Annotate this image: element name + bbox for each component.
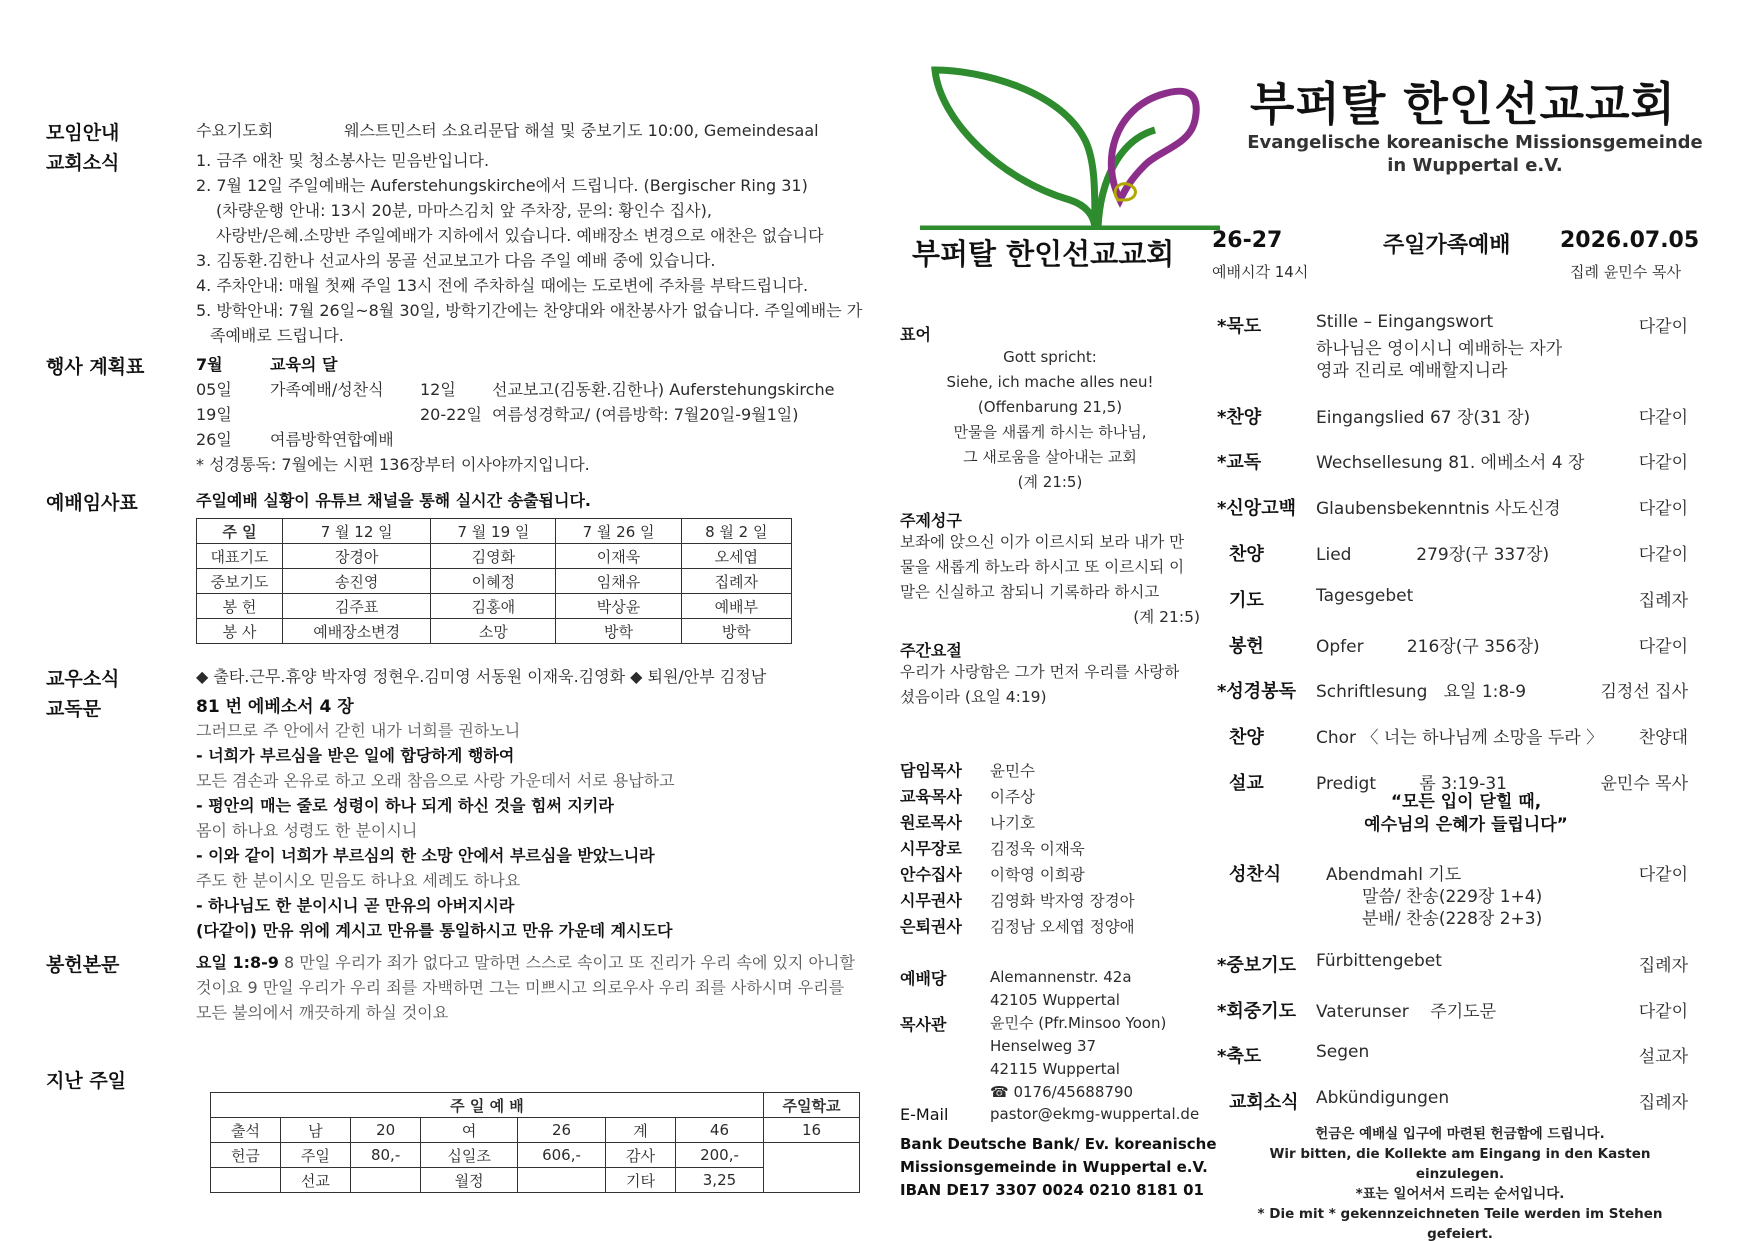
table-cell: 8 월 2 일 [681, 519, 791, 544]
table-cell: 장경아 [283, 544, 431, 569]
news-line: 사랑반/은혜.소망반 주일예배가 지하에서 있습니다. 예배장소 변경으로 애찬은 없습니다 [216, 226, 824, 245]
reading-line: (다같이) 만유 위에 계시고 만유를 통일하시고 만유 가운데 계시도다 [196, 921, 673, 940]
address-line: 42105 Wuppertal [990, 991, 1120, 1009]
subtitle-line: Evangelische koreanische Missionsgemeinde [1247, 132, 1703, 153]
order-desc: Predigt 롬 3:19-31 [1316, 774, 1507, 794]
reading-line: 주도 한 분이시오 믿음도 하나요 세례도 하나요 [196, 871, 521, 890]
reading-line: 모든 겸손과 온유로 하고 오래 참음으로 사랑 가운데서 서로 용납하고 [196, 771, 675, 790]
order-who: 찬양대 [1638, 728, 1688, 748]
duty-table [196, 518, 792, 644]
order-who: 김정선 집사 [1600, 682, 1688, 702]
table-row [197, 544, 792, 569]
reading-lines [196, 718, 675, 943]
table-cell: 김주표 [283, 594, 431, 619]
order-desc: Wechsellesung 81. 에베소서 4 장 [1316, 453, 1585, 473]
order-desc: Stille – Eingangswort [1316, 312, 1494, 332]
table-cell: 7 월 26 일 [556, 519, 681, 544]
table-row [197, 569, 792, 594]
order-who: 다같이 [1638, 408, 1688, 428]
staff-names: 김정남 오세엽 정양애 [990, 918, 1135, 936]
reading-line: - 평안의 매는 줄로 성령이 하나 되게 하신 것을 힘써 지키라 [196, 796, 614, 815]
order-who: 집례자 [1638, 1093, 1688, 1113]
motto-line: Gott spricht: [1003, 348, 1097, 366]
members-text: ◆ 출타.근무.휴양 박자영 정현우.김미영 서동원 이재욱.김영화 ◆ 퇴원/안부 김정남 [196, 667, 767, 686]
meeting-detail: 웨스트민스터 소요리문답 해설 및 중보기도 10:00, Gemeindesaal [344, 121, 819, 140]
address-line: 윤민수 (Pfr.Minsoo Yoon) [990, 1014, 1167, 1032]
weekly-verse [900, 660, 1200, 710]
offering-text-line: 모든 불의에서 깨끗하게 하실 것이요 [196, 1003, 449, 1022]
table-row [197, 594, 792, 619]
motto-lines [900, 345, 1200, 495]
offering-text-line: 8 만일 우리가 죄가 없다고 말하면 스스로 속이고 또 진리가 우리 속에 있지 아니할 [278, 953, 855, 972]
order-desc: Glaubensbekenntnis 사도신경 [1316, 499, 1561, 519]
motto-line: 만물을 새롭게 하시는 하나님, [953, 423, 1147, 441]
table-row [197, 519, 792, 544]
church-logo [920, 50, 1220, 230]
table-cell: 7 월 12 일 [283, 519, 431, 544]
table-cell: 예배부 [681, 594, 791, 619]
event-text: 선교보고(김동환.김한나) Auferstehungskirche [492, 380, 835, 399]
church-subtitle [1245, 131, 1705, 177]
table-cell: 출석 [211, 1118, 281, 1143]
footer-notes [1230, 1124, 1690, 1241]
duty-label: 예배임사표 [46, 492, 138, 514]
table-cell: 김홍애 [431, 594, 556, 619]
address-line: Alemannenstr. 42a [990, 968, 1132, 986]
table-cell: 십일조 [421, 1143, 518, 1168]
order-who: 집례자 [1638, 956, 1688, 976]
staff-role: 담임목사 [900, 761, 962, 780]
leaf-shape [935, 70, 1095, 230]
duty-notice: 주일예배 실황이 유튜브 채널을 통해 실시간 송출됩니다. [196, 491, 591, 510]
order-name: 교회소식 [1229, 1092, 1299, 1113]
events-theme: 교육의 달 [270, 355, 338, 374]
news-line: 5. 방학안내: 7월 26일~8월 30일, 방학기간에는 찬양대와 애찬봉사가 없습니다. 주일예배는 가 [196, 301, 863, 320]
service-date: 2026.07.05 [1560, 228, 1700, 253]
table-cell: 헌금 [211, 1143, 281, 1168]
news-line: 1. 금주 애찬 및 청소봉사는 믿음반입니다. [196, 151, 490, 170]
sermon-title-line: “모든 입이 닫힐 때, [1390, 792, 1542, 812]
events-note: * 성경통독: 7월에는 시편 136장부터 이사야까지입니다. [196, 455, 590, 474]
order-name: *교독 [1217, 452, 1262, 473]
order-name: *신앙고백 [1217, 498, 1296, 519]
table-cell: 80,- [350, 1143, 420, 1168]
order-who: 설교자 [1638, 1047, 1688, 1067]
order-desc: Fürbittengebet [1316, 951, 1442, 971]
news-label: 교회소식 [46, 152, 120, 174]
footer-line: 헌금은 예배실 입구에 마련된 헌금함에 드립니다. [1315, 1126, 1605, 1142]
order-who: 다같이 [1638, 453, 1688, 473]
bank-line: IBAN DE17 3307 0024 0210 8181 01 [900, 1181, 1204, 1199]
news-list [196, 148, 862, 348]
table-row [211, 1093, 860, 1118]
bank-line: Bank Deutsche Bank/ Ev. koreanische [900, 1135, 1217, 1153]
order-extra: 하나님은 영이시니 예배하는 자가 [1316, 339, 1563, 359]
order-who: 다같이 [1638, 499, 1688, 519]
officiant: 집례 윤민수 목사 [1570, 263, 1681, 281]
table-cell: 예배장소변경 [283, 619, 431, 644]
theme-verse [900, 530, 1200, 630]
events-label: 행사 계획표 [46, 356, 145, 378]
order-name: *찬양 [1217, 407, 1262, 428]
theme-line: 보좌에 앉으신 이가 이르시되 보라 내가 만 [900, 533, 1185, 551]
table-cell: 7 월 19 일 [431, 519, 556, 544]
order-desc: Lied 279장(구 337장) [1316, 545, 1550, 565]
motto-label: 표어 [900, 325, 931, 344]
theme-ref: (계 21:5) [1133, 608, 1200, 626]
table-cell: 계 [606, 1118, 676, 1143]
table-cell [350, 1168, 420, 1193]
offering-text-label: 봉헌본문 [46, 954, 120, 976]
order-desc: Chor 〈 너는 하나님께 소망을 두라 〉 [1316, 728, 1604, 748]
table-cell: 집례자 [681, 569, 791, 594]
issue-number: 26-27 [1212, 228, 1283, 253]
reading-line: - 하나님도 한 분이시니 곧 만유의 아버지시라 [196, 896, 515, 915]
order-name: 봉헌 [1229, 636, 1264, 657]
table-cell [764, 1143, 860, 1193]
event-day: 19일 [196, 405, 232, 424]
order-name: 설교 [1229, 773, 1264, 794]
order-name: *묵도 [1217, 316, 1262, 337]
news-line: (차량운행 안내: 13시 20분, 마마스김치 앞 주차장, 문의: 황인수 집사), [216, 201, 712, 220]
stem-shape [1098, 130, 1155, 228]
order-name: *축도 [1217, 1046, 1262, 1067]
order-who: 윤민수 목사 [1600, 774, 1688, 794]
service-name: 주일가족예배 [1383, 233, 1511, 258]
event-text: 가족예배/성찬식 [270, 380, 384, 399]
order-desc: Segen [1316, 1042, 1370, 1062]
table-cell: 중보기도 [197, 569, 283, 594]
event-day: 26일 [196, 430, 232, 449]
table-cell: 기타 [606, 1168, 676, 1193]
staff-role: 시무장로 [900, 839, 962, 858]
staff-names: 윤민수 [990, 762, 1035, 780]
theme-verse-label: 주제성구 [900, 511, 962, 530]
manse-address [990, 1012, 1166, 1104]
staff-list [900, 758, 1135, 940]
service-time: 예배시각 14시 [1212, 263, 1309, 281]
table-cell: 대표기도 [197, 544, 283, 569]
staff-role: 시무권사 [900, 891, 962, 910]
offering-text-ref: 요일 1:8-9 [196, 953, 279, 972]
sermon-title [1316, 791, 1616, 837]
news-line: 족예배로 드립니다. [210, 326, 344, 345]
table-cell: 봉 사 [197, 619, 283, 644]
staff-names: 김영화 박자영 장경아 [990, 892, 1135, 910]
order-who: 다같이 [1638, 545, 1688, 565]
sermon-title-line: 예수님의 은혜가 들립니다” [1364, 815, 1568, 835]
order-name: 기도 [1229, 590, 1264, 611]
table-cell: 주일학교 [764, 1093, 860, 1118]
table-cell: 16 [764, 1118, 860, 1143]
table-cell: 월정 [421, 1168, 518, 1193]
members-label: 교우소식 [46, 668, 120, 690]
table-row [211, 1168, 860, 1193]
meeting-name: 수요기도회 [196, 121, 274, 140]
footer-line: * Die mit * gekennzeichneten Teile werden im Stehen gefeiert. [1257, 1206, 1663, 1241]
table-cell: 3,25 [675, 1168, 763, 1193]
event-day: 05일 [196, 380, 232, 399]
phone-number: ☎ 0176/45688790 [990, 1083, 1134, 1101]
staff-role: 교육목사 [900, 787, 962, 806]
motto-line: (Offenbarung 21,5) [977, 398, 1123, 416]
table-cell: 임채유 [556, 569, 681, 594]
table-cell: 주 일 [197, 519, 283, 544]
communion-line: 분배/ 찬송(228장 2+3) [1362, 909, 1543, 929]
order-name: *회중기도 [1217, 1001, 1296, 1022]
staff-role: 은퇴권사 [900, 917, 962, 936]
order-desc: Schriftlesung 요일 1:8-9 [1316, 682, 1527, 702]
events-month: 7월 [196, 355, 223, 374]
reading-title: 81 번 에베소서 4 장 [196, 697, 354, 717]
table-cell: 오세엽 [681, 544, 791, 569]
news-line: 2. 7월 12일 주일예배는 Auferstehungskirche에서 드립니다. (Bergischer Ring 31) [196, 176, 808, 195]
order-desc: Abendmahl 기도 [1326, 865, 1462, 885]
reading-label: 교독문 [46, 698, 102, 720]
staff-role: 안수집사 [900, 865, 962, 884]
motto-line: (계 21:5) [1017, 473, 1083, 491]
reading-line: - 너희가 부르심을 받은 일에 합당하게 행하여 [196, 746, 515, 765]
table-row [211, 1118, 860, 1143]
staff-names: 이주상 [990, 788, 1035, 806]
order-extra: 영과 진리로 예배할지니라 [1316, 361, 1508, 381]
order-name: *성경봉독 [1217, 681, 1296, 702]
reading-line: 그러므로 주 안에서 갇힌 내가 너희를 권하노니 [196, 721, 521, 740]
table-cell: 606,- [517, 1143, 605, 1168]
table-cell: 이혜정 [431, 569, 556, 594]
reading-line: - 이와 같이 너희가 부르심의 한 소망 안에서 부르심을 받았느니라 [196, 846, 655, 865]
weekly-line: 셨음이라 (요일 4:19) [900, 688, 1047, 706]
table-cell: 남 [280, 1118, 350, 1143]
staff-names: 나기호 [990, 814, 1035, 832]
table-cell: 여 [421, 1118, 518, 1143]
order-who: 다같이 [1638, 1002, 1688, 1022]
reading-line: 몸이 하나요 성령도 한 분이시니 [196, 821, 418, 840]
theme-line: 말은 신실하고 참되니 기록하라 하시고 [900, 583, 1160, 601]
email-link[interactable]: pastor@ekmg-wuppertal.de [990, 1105, 1200, 1123]
table-cell: 방학 [556, 619, 681, 644]
address-line: 42115 Wuppertal [990, 1060, 1120, 1078]
order-desc: Eingangslied 67 장(31 장) [1316, 408, 1531, 428]
email-label: E-Mail [900, 1105, 949, 1124]
church-title: 부퍼탈 한인선교교회 [1250, 77, 1676, 131]
order-name: 성찬식 [1229, 864, 1282, 885]
staff-names: 김정욱 이재욱 [990, 840, 1085, 858]
table-cell: 이재욱 [556, 544, 681, 569]
meeting-label: 모임안내 [46, 122, 120, 144]
order-name: 찬양 [1229, 544, 1264, 565]
event-day: 20-22일 [420, 405, 482, 424]
logo-text: 부퍼탈 한인선교교회 [912, 237, 1175, 271]
order-desc: Opfer 216장(구 356장) [1316, 637, 1540, 657]
event-text: 여름성경학교/ (여름방학: 7월20일-9월1일) [492, 405, 799, 424]
table-cell: 방학 [681, 619, 791, 644]
order-desc: Vaterunser 주기도문 [1316, 1002, 1496, 1022]
table-cell: 소망 [431, 619, 556, 644]
communion-line: 말씀/ 찬송(229장 1+4) [1362, 887, 1543, 907]
table-cell [517, 1168, 605, 1193]
staff-names: 이학영 이희광 [990, 866, 1085, 884]
offering-text-body [196, 950, 855, 1025]
table-cell: 20 [350, 1118, 420, 1143]
table-cell: 주일 [280, 1143, 350, 1168]
church-address [990, 966, 1132, 1012]
order-who: 다같이 [1638, 865, 1688, 885]
table-cell: 주 일 예 배 [211, 1093, 764, 1118]
order-who: 다같이 [1638, 637, 1688, 657]
motto-line: Siehe, ich mache alles neu! [946, 373, 1154, 391]
table-cell: 26 [517, 1118, 605, 1143]
subtitle-line: in Wuppertal e.V. [1387, 155, 1563, 176]
table-row [211, 1143, 860, 1168]
order-name: 찬양 [1229, 727, 1264, 748]
news-line: 4. 주차안내: 매월 첫째 주일 13시 전에 주차하실 때에는 도로변에 주차를 부탁드립니다. [196, 276, 809, 295]
table-row [197, 619, 792, 644]
table-cell [211, 1168, 281, 1193]
order-name: *중보기도 [1217, 955, 1296, 976]
motto-line: 그 새로움을 살아내는 교회 [963, 448, 1137, 466]
table-cell: 200,- [675, 1143, 763, 1168]
last-sunday-table [210, 1092, 860, 1193]
order-who: 다같이 [1638, 317, 1688, 337]
footer-line: Wir bitten, die Kollekte am Eingang in den Kasten einzulegen. [1269, 1146, 1651, 1182]
news-line: 3. 김동환.김한나 선교사의 몽골 선교보고가 다음 주일 예배 중에 있습니다. [196, 251, 716, 270]
last-sunday-label: 지난 주일 [46, 1070, 127, 1092]
table-cell: 송진영 [283, 569, 431, 594]
manse-label: 목사관 [900, 1015, 947, 1034]
theme-line: 물을 새롭게 하노라 하시고 또 이르시되 이 [900, 558, 1185, 576]
order-who: 집례자 [1638, 591, 1688, 611]
table-cell: 박상윤 [556, 594, 681, 619]
table-cell: 봉 헌 [197, 594, 283, 619]
weekly-line: 우리가 사랑함은 그가 먼저 우리를 사랑하 [900, 663, 1180, 681]
church-address-label: 예배당 [900, 969, 947, 988]
bank-info [900, 1133, 1217, 1202]
bank-line: Missionsgemeinde in Wuppertal e.V. [900, 1158, 1208, 1176]
table-cell: 감사 [606, 1143, 676, 1168]
weekly-verse-label: 주간요절 [900, 641, 962, 660]
order-desc: Abkündigungen [1316, 1088, 1450, 1108]
staff-role: 원로목사 [900, 813, 962, 832]
address-line: Henselweg 37 [990, 1037, 1097, 1055]
order-desc: Tagesgebet [1316, 586, 1414, 606]
table-cell: 김영화 [431, 544, 556, 569]
offering-text-line: 것이요 9 만일 우리가 우리 죄를 자백하면 그는 미쁘시고 의로우사 우리 죄를 사하시며 우리를 [196, 978, 845, 997]
event-text: 여름방학연합예배 [270, 430, 394, 449]
event-day: 12일 [420, 380, 456, 399]
table-cell: 선교 [280, 1168, 350, 1193]
table-cell: 46 [675, 1118, 763, 1143]
footer-line: *표는 일어서서 드리는 순서입니다. [1355, 1186, 1565, 1202]
